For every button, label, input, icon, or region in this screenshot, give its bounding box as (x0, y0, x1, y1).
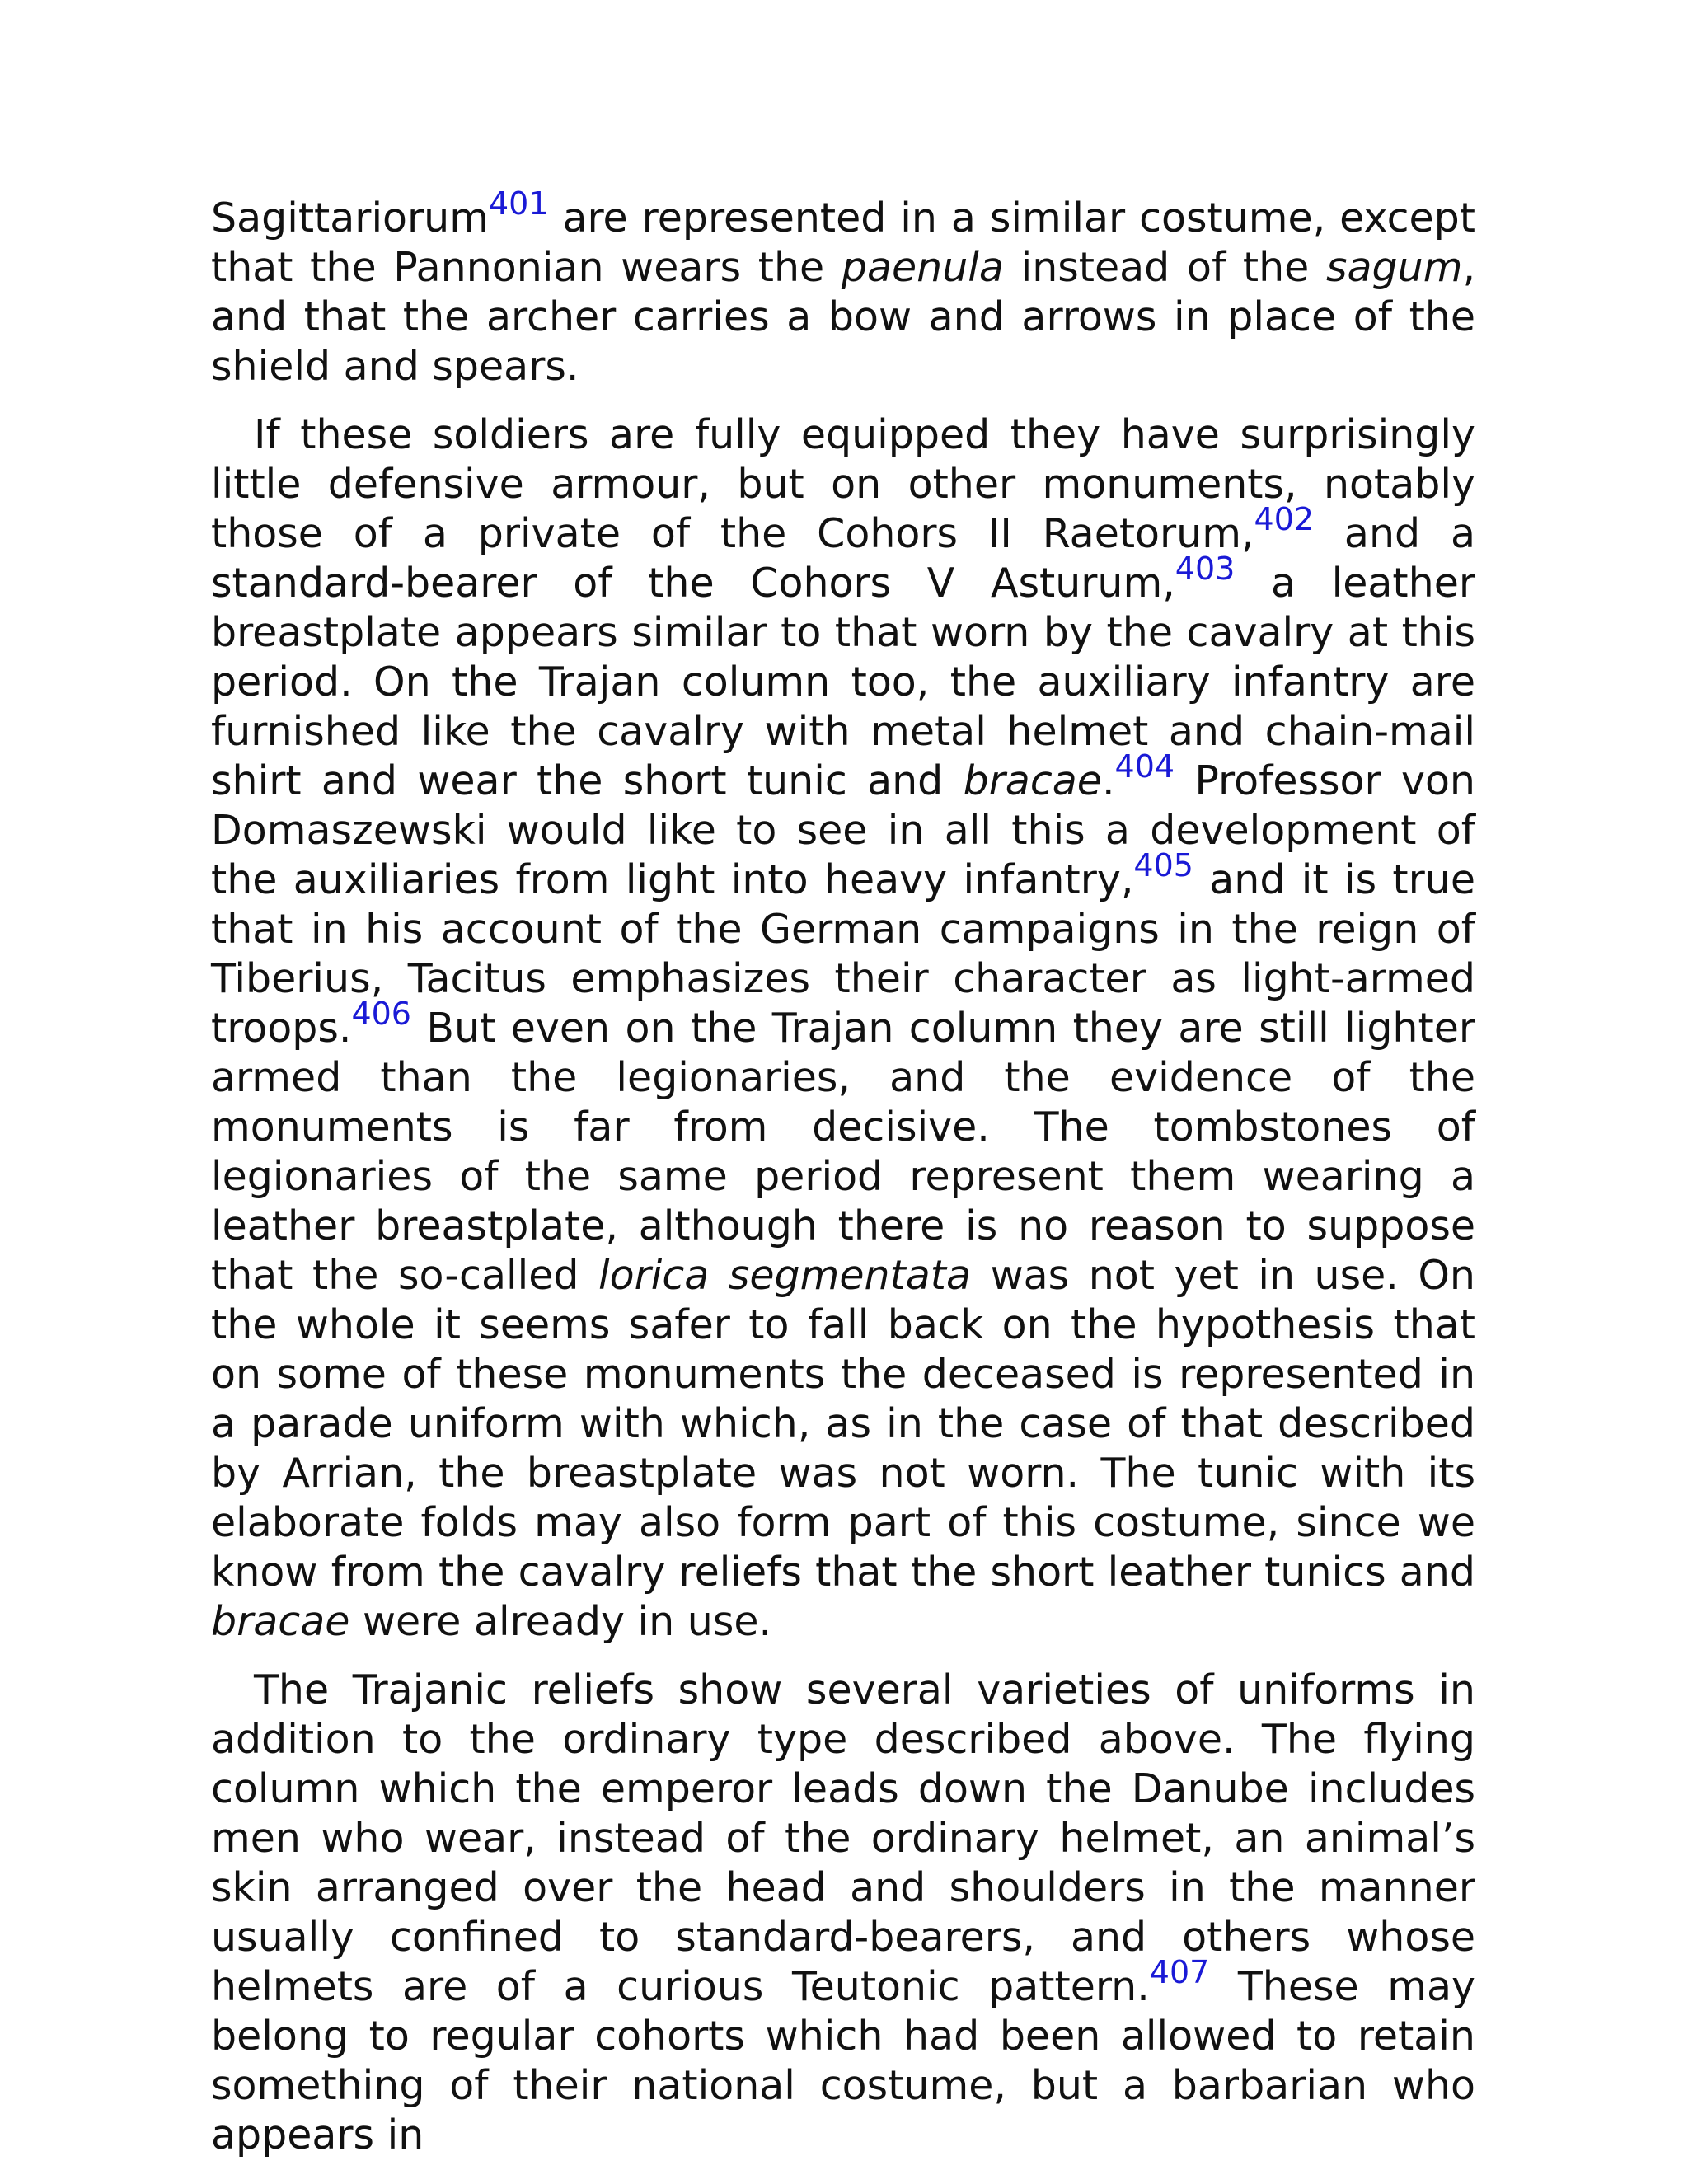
text-run: , and that the archer carries a bow and arrows in place of the shield and spears. (211, 244, 1476, 390)
text-run: and a standard-bearer of the Cohors V Asturum, (211, 510, 1475, 607)
text-run: But even on the Trajan column they are still lighter armed than the legionaries, and the evidence of the monuments is far from decisive. The tombstones of legionaries of the same period represent them wearing a leather breastplate, although there is no reason to suppose that the so-called (211, 1005, 1475, 1299)
footnote-ref-406[interactable]: 406 (351, 996, 411, 1032)
footnote-ref-402[interactable]: 402 (1254, 501, 1315, 537)
text-run: was not yet in use. On the whole it seems safer to fall back on the hypothesis that on some of these monuments the deceased is represented in a parade uniform with which, as in the case of that described by Arrian, the breastplate was not worn. The tunic with its elaborate folds may also form part of this costume, since we know from the cavalry reliefs that the short leather tunics and (211, 1252, 1475, 1596)
italic-term: bracae (963, 757, 1102, 804)
text-run: Professor von Domaszewski would like to see in all this a development of the auxiliaries from light into heavy infantry, (211, 757, 1475, 903)
text-run: were already in use. (349, 1598, 772, 1645)
text-run: instead of the (1003, 244, 1326, 291)
footnote-ref-401[interactable]: 401 (488, 185, 549, 222)
footnote-ref-404[interactable]: 404 (1114, 748, 1175, 785)
text-run: These may belong to regular cohorts which had been allowed to retain something of their national costume, but a barbarian who appears in (211, 1963, 1475, 2158)
paragraph-2 (211, 410, 1475, 1647)
text-run: Sagittariorum (211, 194, 489, 241)
text-run: . (1101, 757, 1115, 804)
document-page (211, 185, 1476, 2179)
italic-term: sagum (1325, 244, 1463, 291)
text-run: The Trajanic reliefs show several varieties of uniforms in addition to the ordinary type described above. The flying column which the emperor leads down the Danube includes men who wear, instead of the ordinary helmet, an animal’s skin arranged over the head and shoulders in the manner usually confined to standard-bearers, and others whose helmets are of a curious Teutonic pattern. (211, 1666, 1475, 2010)
italic-term: lorica segmentata (598, 1252, 972, 1299)
footnote-ref-405[interactable]: 405 (1133, 847, 1193, 883)
italic-term: paenula (841, 244, 1004, 291)
footnote-ref-403[interactable]: 403 (1175, 551, 1236, 587)
italic-term: bracae (211, 1598, 350, 1645)
text-run: are represented in a similar costume, except that the Pannonian wears the (211, 194, 1475, 291)
footnote-ref-407[interactable]: 407 (1149, 1954, 1210, 1990)
paragraph-3 (211, 1666, 1475, 2160)
paragraph-1 (211, 185, 1476, 391)
text-run: If these soldiers are fully equipped they have surprisingly little defensive armour, but on other monuments, notably those of a private of the Cohors II Raetorum, (211, 411, 1475, 557)
text-run: and it is true that in his account of the German campaigns in the reign of Tiberius, Tacitus emphasizes their character as light-armed troops. (211, 856, 1475, 1052)
text-run: a leather breastplate appears similar to that worn by the cavalry at this period. On the Trajan column too, the auxiliary infantry are furnished like the cavalry with metal helmet and chain-mail shirt and wear the short tunic and (211, 560, 1475, 804)
